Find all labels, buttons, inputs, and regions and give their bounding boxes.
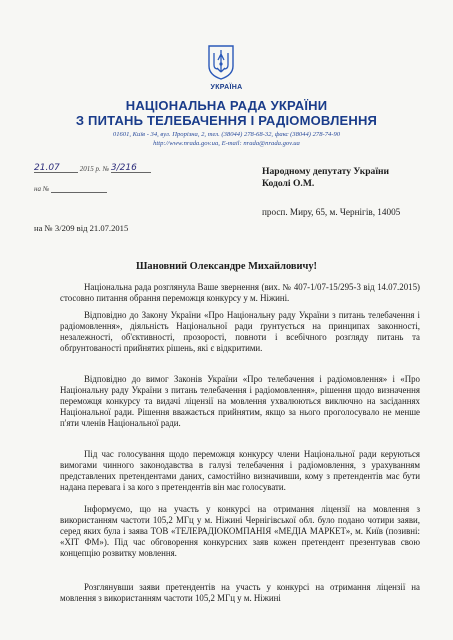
body-paragraph: Інформуємо, що на участь у конкурсі на отримання ліцензії на мовлення з використанням частоти 105,2 МГц у м. Ніжині Чернігівської обл. було подано чотири заяви, серед яких була і заява ТОВ «ТЕЛЕРАДІОКОМПАНІЯ «МЕДІА МАРКЕТ», м. Київ (позивні: «ХІТ ФМ»). Під час обговорення конкурсних заяв кожен претендент презентував свою концепцію розвитку мовлення. <box>60 504 420 558</box>
registration-number: 3/216 <box>110 163 137 173</box>
country-label: УКРАЇНА <box>210 84 243 91</box>
body-paragraph: Відповідно до вимог Законів України «Про телебачення і радіомовлення» і «Про Національну раду України з питань телебачення і радіомовлення», рішення щодо визначення переможця конкурсу та видачі ліцензії на мовлення ухвалюються виключно на засіданнях Національної ради. Рішення вважається прийнятим, якщо за нього проголосувало не менше п'яти членів Національної ради. <box>60 374 420 428</box>
registration-date: 21.07 <box>34 163 60 173</box>
registration-number-field <box>111 163 151 173</box>
body-paragraph: Відповідно до Закону України «Про Національну раду України з питань телебачення і радіомовлення», діяльність Національної ради ґрунтується на принципах законності, незалежності, об'єктивності, прозорості, повноти і всебічного розгляду питань та обґрунтованості прийнятих рішень, які є відкритими. <box>60 310 420 353</box>
organization-title-line2: З ПИТАНЬ ТЕЛЕБАЧЕННЯ І РАДІОМОВЛЕННЯ <box>75 113 378 128</box>
registration-date-field <box>34 163 78 173</box>
addressee-position: Народному депутату України <box>262 166 390 177</box>
addressee-name: Кодолі О.М. <box>262 178 315 189</box>
incoming-ref-label: на № <box>34 185 50 193</box>
incoming-ref-field <box>51 183 107 193</box>
trident-emblem-icon <box>206 44 236 80</box>
salutation: Шановний Олександре Михайловичу! <box>135 261 318 272</box>
incoming-ref-line <box>34 183 107 193</box>
registration-line <box>34 163 151 173</box>
body-paragraph: Під час голосування щодо переможця конкурсу члени Національної ради керуються вимогами чинного законодавства в галузі телебачення і радіомовлення, з урахуванням представлених претендентами даних, самостійно визначивши, кому з претендентів має бути надана перевага і за кого з претендентів він має голосувати. <box>60 449 420 492</box>
organization-contacts: http://www.nrada.gov.ua, E-mail: nrada@nrada.gov.ua <box>153 140 300 147</box>
body-paragraph: Розглянувши заяви претендентів на участь у конкурсі на отримання ліцензії на мовлення з використанням частоти 105,2 МГц у м. Ніжині <box>60 582 420 603</box>
body-paragraph: Національна рада розглянула Ваше звернення (вих. № 407-1/07-15/295-3 від 14.07.2015) стосовно питання обрання переможця конкурсу у м. Ніжині. <box>60 282 420 303</box>
organization-address: 01601, Київ - 34, вул. Прорізна, 2, тел. (38044) 278-68-32, факс (38044) 278-74-90 <box>112 131 341 138</box>
organization-title-line1: НАЦІОНАЛЬНА РАДА УКРАЇНИ <box>125 98 328 113</box>
registration-year-label: 2015 р. № <box>79 165 110 173</box>
addressee-address: просп. Миру, 65, м. Чернігів, 14005 <box>262 207 401 217</box>
addressee-block <box>262 166 389 190</box>
reference-line: на № 3/209 від 21.07.2015 <box>34 223 129 233</box>
